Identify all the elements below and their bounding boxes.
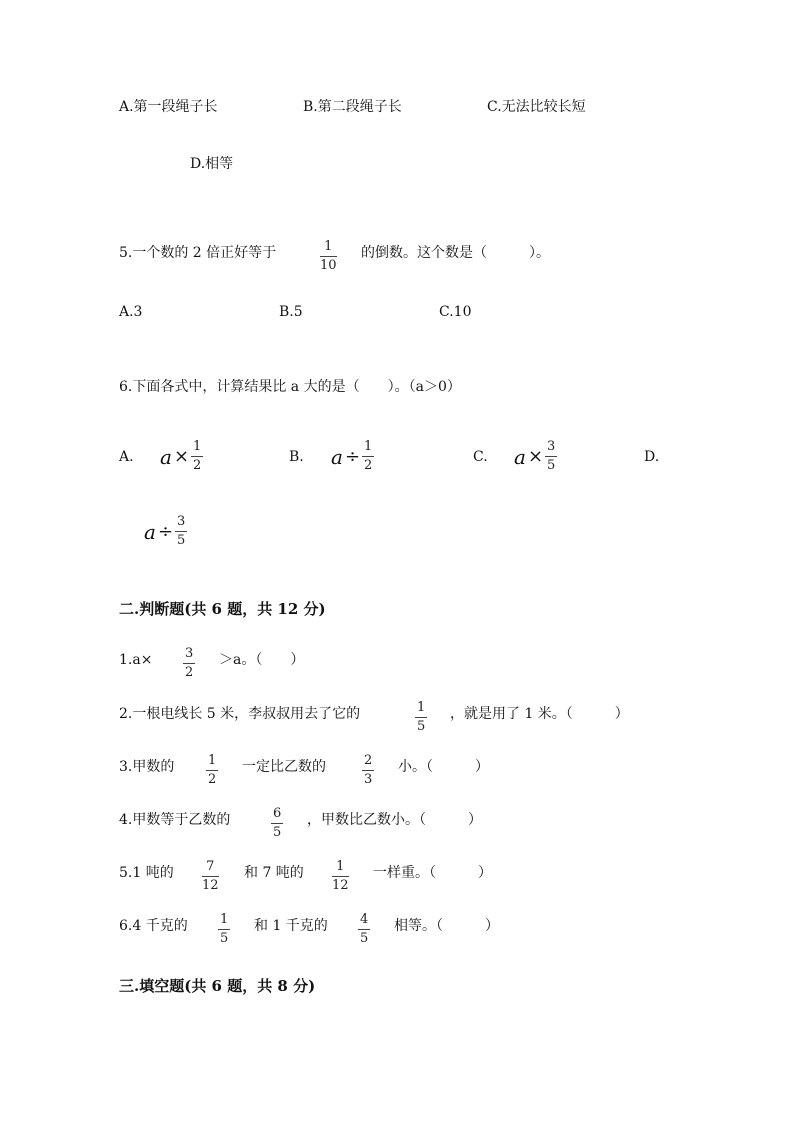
judge-item-6-prefix: 6.4 千克的 bbox=[119, 918, 188, 934]
fraction-numerator: 1 bbox=[336, 859, 345, 874]
math-fraction bbox=[545, 440, 557, 473]
fraction-numerator: 3 bbox=[547, 439, 556, 454]
fraction-numerator: 4 bbox=[360, 912, 369, 927]
fraction-numerator: 1 bbox=[208, 753, 217, 768]
fraction-numerator: 1 bbox=[324, 239, 333, 254]
q4-option-d: D.相等 bbox=[190, 156, 234, 172]
fraction-denominator: 5 bbox=[360, 931, 369, 946]
q5-stem-prefix: 5.一个数的 2 倍正好等于 bbox=[119, 245, 277, 261]
q5-option-b: B.5 bbox=[279, 304, 303, 320]
judge-item-5-middle: 和 7 吨的 bbox=[244, 865, 304, 881]
fraction-denominator: 5 bbox=[220, 931, 229, 946]
math-operator: × bbox=[527, 446, 544, 467]
judge-item-3-fraction-2 bbox=[362, 754, 374, 787]
math-fraction bbox=[191, 440, 203, 473]
fraction-denominator: 10 bbox=[320, 258, 337, 273]
math-variable: a bbox=[331, 444, 343, 469]
q4-option-b: B.第二段绳子长 bbox=[303, 99, 402, 115]
fraction-denominator: 2 bbox=[208, 772, 217, 787]
fraction-denominator: 5 bbox=[177, 533, 186, 548]
math-variable: a bbox=[144, 519, 156, 544]
math-operator: × bbox=[173, 446, 190, 467]
fraction-denominator: 2 bbox=[364, 458, 373, 473]
q6-option-a-expression bbox=[160, 440, 203, 473]
q6-option-d-label: D. bbox=[644, 449, 660, 465]
math-variable: a bbox=[160, 444, 172, 469]
q6-option-c-expression bbox=[514, 440, 557, 473]
fraction-denominator: 2 bbox=[185, 665, 194, 680]
judge-item-5-suffix: 一样重。（ ） bbox=[373, 865, 492, 881]
q6-stem: 6.下面各式中，计算结果比 a 大的是（ ）。（a＞0） bbox=[119, 379, 461, 395]
fraction-numerator: 1 bbox=[193, 439, 202, 454]
fraction-denominator: 2 bbox=[193, 458, 202, 473]
judge-item-5-fraction-1 bbox=[202, 860, 219, 893]
q6-option-d-expression bbox=[144, 515, 187, 548]
fraction-numerator: 1 bbox=[364, 439, 373, 454]
fraction-numerator: 3 bbox=[185, 646, 194, 661]
judge-item-3-prefix: 3.甲数的 bbox=[119, 759, 175, 775]
fraction-denominator: 5 bbox=[547, 458, 556, 473]
judge-item-4-fraction bbox=[271, 807, 283, 840]
q5-stem-suffix: 的倒数。这个数是（ ）。 bbox=[361, 245, 550, 261]
fraction-denominator: 12 bbox=[332, 878, 349, 893]
fraction-denominator: 5 bbox=[273, 825, 282, 840]
section-3-title: 三.填空题(共 6 题，共 8 分) bbox=[119, 977, 316, 995]
judge-item-3-middle: 一定比乙数的 bbox=[242, 759, 326, 775]
judge-item-2-prefix: 2.一根电线长 5 米，李叔叔用去了它的 bbox=[119, 706, 361, 722]
judge-item-5-prefix: 5.1 吨的 bbox=[119, 865, 174, 881]
fraction-numerator: 7 bbox=[206, 859, 215, 874]
fraction-numerator: 3 bbox=[177, 514, 186, 529]
q4-option-a: A.第一段绳子长 bbox=[119, 99, 218, 115]
fraction-numerator: 1 bbox=[220, 912, 229, 927]
judge-item-4-prefix: 4.甲数等于乙数的 bbox=[119, 812, 231, 828]
q5-option-a: A.3 bbox=[119, 304, 143, 320]
judge-item-6-fraction-2 bbox=[358, 913, 370, 946]
judge-item-1-prefix: 1.a× bbox=[119, 652, 153, 668]
judge-item-3-fraction-1 bbox=[206, 754, 218, 787]
judge-item-4-suffix: ，甲数比乙数小。（ ） bbox=[307, 812, 482, 828]
fraction-numerator: 1 bbox=[417, 700, 426, 715]
q5-fraction bbox=[320, 240, 337, 273]
judge-item-1-suffix: ＞a。（ ） bbox=[219, 652, 305, 668]
q6-option-a-label: A. bbox=[119, 449, 134, 465]
q4-option-c: C.无法比较长短 bbox=[487, 99, 586, 115]
judge-item-1-fraction bbox=[183, 647, 195, 680]
fraction-denominator: 12 bbox=[202, 878, 219, 893]
math-fraction bbox=[362, 440, 374, 473]
math-fraction bbox=[175, 515, 187, 548]
math-variable: a bbox=[514, 444, 526, 469]
judge-item-6-suffix: 相等。（ ） bbox=[394, 918, 499, 934]
math-operator: ÷ bbox=[344, 446, 361, 467]
q6-option-b-expression bbox=[331, 440, 374, 473]
section-2-title: 二.判断题(共 6 题，共 12 分) bbox=[119, 600, 326, 618]
judge-item-2-fraction bbox=[415, 701, 427, 734]
judge-item-5-fraction-2 bbox=[332, 860, 349, 893]
q5-option-c: C.10 bbox=[439, 304, 472, 320]
fraction-denominator: 5 bbox=[417, 719, 426, 734]
fraction-numerator: 2 bbox=[364, 753, 373, 768]
judge-item-3-suffix: 小。（ ） bbox=[398, 759, 489, 775]
judge-item-6-middle: 和 1 千克的 bbox=[254, 918, 328, 934]
judge-item-2-suffix: ，就是用了 1 米。（ ） bbox=[450, 706, 629, 722]
q6-option-c-label: C. bbox=[473, 449, 488, 465]
math-operator: ÷ bbox=[157, 521, 174, 542]
fraction-denominator: 3 bbox=[364, 772, 373, 787]
fraction-numerator: 6 bbox=[273, 806, 282, 821]
q6-option-b-label: B. bbox=[289, 449, 304, 465]
judge-item-6-fraction-1 bbox=[218, 913, 230, 946]
